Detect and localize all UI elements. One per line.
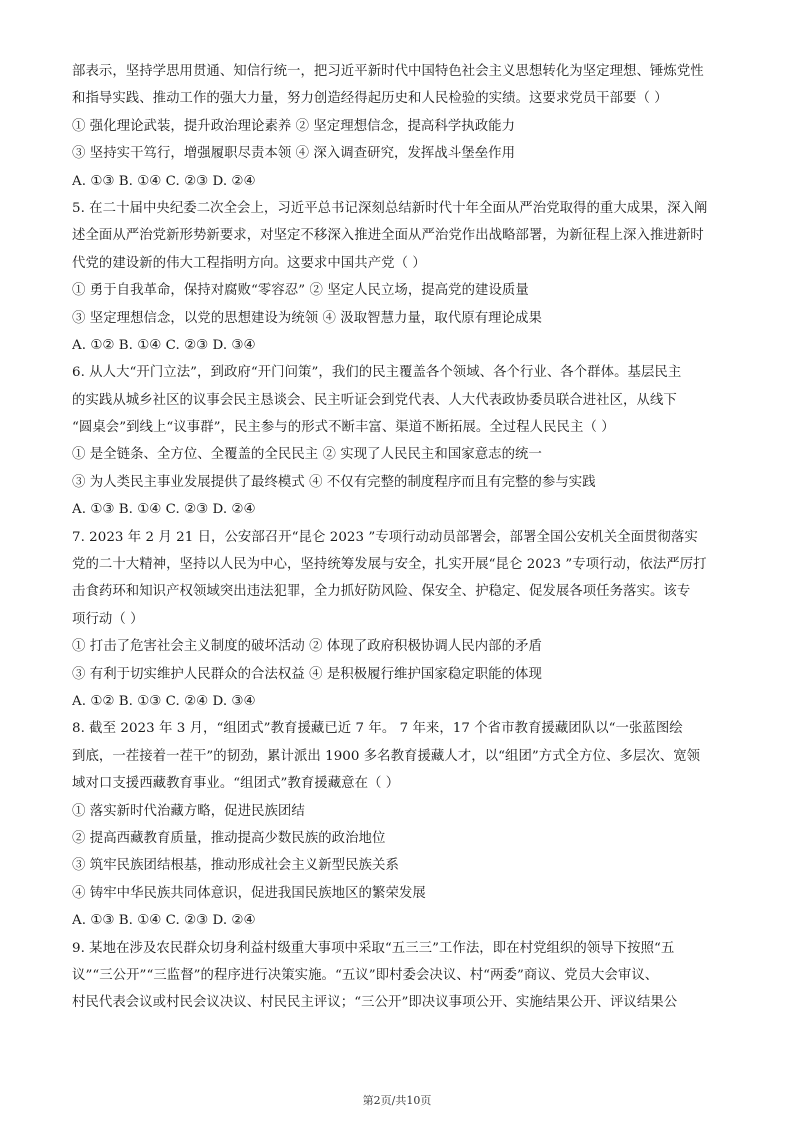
text-line: 项行动（ ） xyxy=(72,611,144,627)
text-line: 到底，一茬接着一茬干”的韧劲，累计派出 1900 多名教育援藏人才，以“组团”方式全方位、多层次、宽领 xyxy=(72,748,701,764)
text-line: 部表示，坚持学思用贯通、知信行统一，把习近平新时代中国特色社会主义思想转化为坚定理想、锤炼党性 xyxy=(72,64,704,79)
text-line: 党的二十大精神，坚持以人民为中心，坚持统筹发展与安全，扎实开展“昆仑 2023 ”专项行动，依法严厉打 xyxy=(72,557,707,573)
text-line: ① 打击了危害社会主义制度的破坏活动 ② 体现了政府积极协调人民内部的矛盾 xyxy=(72,639,542,655)
text-line: 8. 截至 2023 年 3 月，“组团式”教育援藏已近 7 年。 7 年来，17 个省市教育援藏团队以“一张蓝图绘 xyxy=(72,721,683,737)
text-line: 击食药环和知识产权领域突出违法犯罪，全力抓好防风险、保安全、护稳定、促发展各项任务落实。该专 xyxy=(72,584,691,600)
text-line: ③ 为人类民主事业发展提供了最终模式 ④ 不仅有完整的制度程序而且有完整的参与实践 xyxy=(72,474,596,490)
document-body xyxy=(72,58,737,1017)
text-line: 村民代表会议或村民会议决议、村民民主评议；“三公开”即决议事项公开、实施结果公开、评议结果公 xyxy=(72,995,678,1011)
text-line: 6. 从人大“开门立法”，到政府“开门问策”，我们的民主覆盖各个领域、各个行业、各个群体。基层民主 xyxy=(72,365,682,381)
text-line: ① 勇于自我革命，保持对腐败“零容忍” ② 坚定人民立场，提高党的建设质量 xyxy=(72,283,529,299)
text-line: A. ①③ B. ①④ C. ②③ D. ②④ xyxy=(72,913,256,929)
text-line: A. ①② B. ①③ C. ②④ D. ③④ xyxy=(72,693,256,709)
text-line: 的实践从城乡社区的议事会民主恳谈会、民主听证会到党代表、人大代表政协委员联合进社区，从线下 xyxy=(72,392,677,408)
text-line: 述全面从严治党新形势新要求，对坚定不移深入推进全面从严治党作出战略部署，为新征程上深入推进新时 xyxy=(72,228,704,244)
text-line: 5. 在二十届中央纪委二次全会上，习近平总书记深刻总结新时代十年全面从严治党取得的重大成果，深入阐 xyxy=(72,200,708,216)
text-line: A. ①③ B. ①④ C. ②③ D. ②④ xyxy=(72,173,256,189)
text-line: ④ 铸牢中华民族共同体意识，促进我国民族地区的繁荣发展 xyxy=(72,885,426,901)
text-line: ③ 坚持实干笃行，增强履职尽责本领 ④ 深入调查研究，发挥战斗堡垒作用 xyxy=(72,146,516,162)
text-line: ③ 坚定理想信念，以党的思想建设为统领 ④ 汲取智慧力量，取代原有理论成果 xyxy=(72,310,542,326)
text-line: 代党的建设新的伟大工程指明方向。这要求中国共产党（ ） xyxy=(72,255,426,271)
text-line: ② 提高西藏教育质量，推动提高少数民族的政治地位 xyxy=(72,830,386,846)
text-line: ① 是全链条、全方位、全覆盖的全民民主 ② 实现了人民民主和国家意志的统一 xyxy=(72,447,542,463)
text-line: 和指导实践、推动工作的强大力量，努力创造经得起历史和人民检验的实绩。这要求党员干部要（ ） xyxy=(72,91,668,107)
text-line: 域对口支援西藏教育事业。“组团式”教育援藏意在（ ） xyxy=(72,776,400,792)
text-line: A. ①③ B. ①④ C. ②③ D. ②④ xyxy=(72,502,256,518)
text-line: 9. 某地在涉及农民群众切身利益村级重大事项中采取“五三三”工作法，即在村党组织的领导下按照“五 xyxy=(72,940,675,956)
text-line: ① 落实新时代治藏方略，促进民族团结 xyxy=(72,803,305,819)
text-line: 7. 2023 年 2 月 21 日，公安部召开“昆仑 2023 ”专项行动动员部署会，部署全国公安机关全面贯彻落实 xyxy=(72,529,698,545)
text-line: “圆桌会”到线上“议事群”，民主参与的形式不断丰富、渠道不断拓展。全过程人民民主（ ） xyxy=(72,420,615,436)
text-line: ③ 筑牢民族团结根基，推动形成社会主义新型民族关系 xyxy=(72,858,399,874)
text-line: A. ①② B. ①④ C. ②③ D. ③④ xyxy=(72,337,256,353)
text-line: ③ 有利于切实维护人民群众的合法权益 ④ 是积极履行维护国家稳定职能的体现 xyxy=(72,666,542,682)
text-line: 议”“三公开”“三监督”的程序进行决策实施。“五议”即村委会决议、村“两委”商议、党员大会审议、 xyxy=(72,967,659,983)
text-line: ① 强化理论武装，提升政治理论素养 ② 坚定理想信念，提高科学执政能力 xyxy=(72,118,516,134)
page-footer: 第2页/共10页 xyxy=(362,1094,432,1107)
